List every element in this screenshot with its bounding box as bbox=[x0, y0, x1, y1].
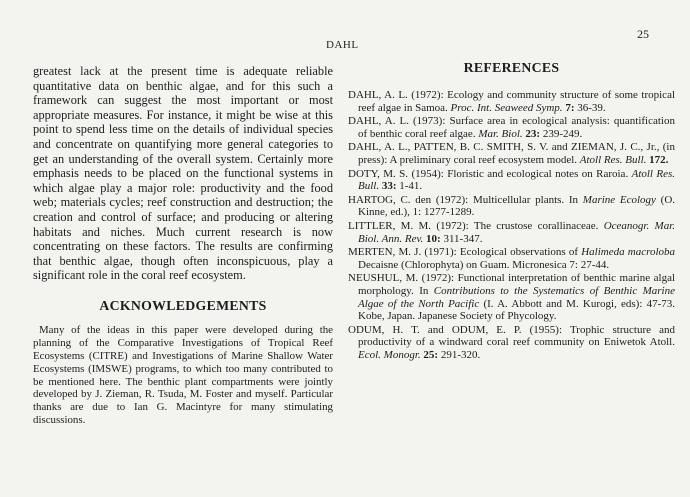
acknowledgements-paragraph: Many of the ideas in this paper were developed during the planning of the Comparative Investigations of Tropical Reef Ecosystems (CITRE) and Investigations of Marine Shallow Water Ecosystems (IMSWE) programs, to which too many contributed to be mentioned here. The benthic plant compartments were jointly developed by J. Zieman, R. Tsuda, M. Foster and myself. Particular thanks are due to Ian G. Macintyre for many stimulating discussions. bbox=[33, 323, 333, 427]
acknowledgements-heading: ACKNOWLEDGEMENTS bbox=[99, 297, 267, 313]
left-column bbox=[33, 64, 333, 427]
reference-item: ODUM, H. T. and ODUM, E. P. (1955): Trophic structure and productivity of a windward coral reef community on Eniwetok Atoll. Ecol. Monogr. 25: 291-320. bbox=[348, 323, 675, 361]
references-heading: REFERENCES bbox=[463, 60, 560, 75]
reference-item: DAHL, A. L., PATTEN, B. C. SMITH, S. V. and ZIEMAN, J. C., Jr., (in press): A preliminary coral reef ecosystem model. Atoll Res. Bull. 172. bbox=[348, 141, 675, 166]
reference-item: DAHL, A. L. (1973): Surface area in ecological analysis: quantification of benthic coral reef algae. Mar. Biol. 23: 239-249. bbox=[348, 115, 675, 140]
reference-item: HARTOG, C. den (1972): Multicellular plants. In Marine Ecology (O. Kinne, ed.), 1: 1277-1289. bbox=[348, 193, 676, 219]
body-paragraph: greatest lack at the present time is adequate reliable quantitative data on benthic algae, and for this such a framework can suggest the most important or most appropriate measures. For instance, it might be wise at this point to spend less time on the details of individual species and concentrate on quantifying more general categories to get an understanding of the overall system. Certainly more emphasis needs to be placed on the functional systems in which algae play a major role: productivity and the food web; materials cycles; reef construction and destruction; the creation and control of surface; and producing or altering habitats and niches. Much current research is now concentrating on these factors. The results are confirming that benthic algae, though often inconspicuous, play a significant role in the coral reef ecosystem. bbox=[33, 64, 333, 283]
page-number: 25 bbox=[637, 27, 649, 41]
reference-list bbox=[348, 89, 675, 361]
reference-item: DOTY, M. S. (1954): Floristic and ecological notes on Raroia. Atoll Res. Bull. 33: 1-41. bbox=[348, 167, 676, 193]
right-column bbox=[348, 60, 675, 362]
reference-item: LITTLER, M. M. (1972): The crustose corallinaceae. Oceanogr. Mar. Biol. Ann. Rev. 10: 311-347. bbox=[348, 219, 676, 245]
running-head: DAHL bbox=[326, 39, 359, 51]
reference-item: MERTEN, M. J. (1971): Ecological observations of Halimeda macroloba Decaisne (Chlorophyta) on Guam. Micronesica 7: 27-44. bbox=[348, 246, 676, 271]
reference-item: NEUSHUL, M. (1972): Functional interpretation of benthic marine algal morphology. In Contributions to the Systematics of Benthic Marine Algae of the North Pacific (I. A. Abbott and M. Kurogi, eds): 47-73. Kobe, Japan. Japanese Society of Phycology. bbox=[348, 272, 676, 323]
reference-item: DAHL, A. L. (1972): Ecology and community structure of some tropical reef algae in Samoa. Proc. Int. Seaweed Symp. 7: 36-39. bbox=[348, 89, 676, 114]
